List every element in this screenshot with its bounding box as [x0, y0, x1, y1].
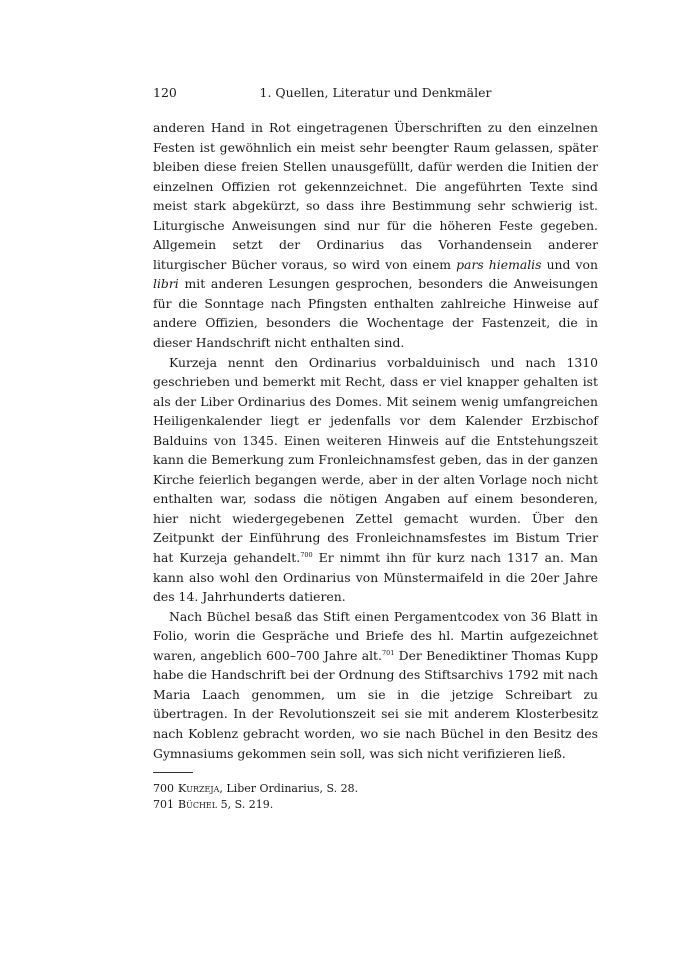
footnote-701 [153, 797, 598, 813]
paragraph-2-text-b: Er nimmt ihn für kurz nach 1317 an. Man kann also wohl den Ordinarius von Münstermaifeld in die 20er Jahre des 14. Jahrhunderts datieren. [153, 550, 598, 605]
footnote-text: 5, S. 219. [217, 798, 274, 811]
body-text [153, 118, 598, 763]
paragraph-2 [153, 353, 598, 607]
chapter-title: 1. Quellen, Literatur und Denkmäler [259, 85, 492, 100]
footnote-author: Büchel [178, 798, 218, 811]
footnote-number: 701 [153, 798, 174, 811]
footnote-text: , Liber Ordinarius, S. 28. [219, 782, 359, 795]
paragraph-1-text-b: und von [541, 256, 598, 272]
running-head [153, 84, 598, 102]
paragraph-3 [153, 607, 598, 763]
page-number: 120 [153, 85, 177, 100]
paragraph-1-text-c: mit anderen Lesungen gesprochen, besonders die Anweisungen für die Sonntage nach Pfingsten enthalten zahlreiche Hinweise auf andere Offizien, besonders die Wochentage der Fastenzeit, die in dieser Handschrift nicht enthalten sind. [153, 276, 598, 351]
paragraph-3-text-b: Der Benediktiner Thomas Kupp habe die Handschrift bei der Ordnung des Stiftsarchivs 1792 mit nach Maria Laach genommen, um sie in die jetzige Schreibart zu übertragen. In der Revolutionszeit sei sie mit anderem Klosterbesitz nach Koblenz gebracht worden, wo sie nach Büchel in den Besitz des Gymnasiums gekommen sein soll, was sich nicht verifizieren ließ. [153, 647, 598, 761]
footnote-ref-700[interactable]: 700 [300, 551, 313, 560]
footnote-ref-701[interactable]: 701 [381, 648, 395, 657]
page [153, 84, 598, 811]
paragraph-2-text-a: Kurzeja nennt den Ordinarius vorbalduinisch und nach 1310 geschrieben und bemerkt mit Recht, dass er viel knapper gehalten ist als der Liber Ordinarius des Domes. Mit seinem wenig umfangreichen Heiligenkalender liegt er jedenfalls vor dem Kalender Erzbischof Balduins von 1345. Einen weiteren Hinweis auf die Entstehungszeit kann die Bemerkung zum Fronleichnamsfest geben, das in der ganzen Kirche feierlich begangen werde, aber in der alten Vorlage noch nicht enthalten war, sodass die nötigen Angaben auf einem besonderen, hier nicht wiedergegebenen Zettel gemacht wurden. Über den Zeitpunkt der Einführung des Fronleichnamsfestes im Bistum Trier hat Kurzeja gehandelt. [153, 354, 598, 566]
paragraph-1 [153, 118, 598, 353]
footnote-number: 700 [153, 782, 174, 795]
italic-pars-hiemalis: pars hiemalis [456, 256, 542, 272]
footnote-rule [153, 772, 193, 773]
paragraph-3-text-a: Nach Büchel besaß das Stift einen Pergamentcodex von 36 Blatt in Folio, worin die Gespräche und Briefe des hl. Martin aufgezeichnet waren, angeblich 600–700 Jahre alt. [153, 608, 598, 663]
footnotes [153, 781, 598, 813]
footnote-author: Kurzeja [178, 782, 220, 795]
footnote-700 [153, 781, 598, 797]
italic-libri: libri [153, 276, 179, 292]
paragraph-1-text-a: anderen Hand in Rot eingetragenen Überschriften zu den einzelnen Festen ist gewöhnlich ein meist sehr beengter Raum gelassen, später bleiben diese freien Stellen unausgefüllt, dafür werden die Initien der einzelnen Offizien rot gekennzeichnet. Die angeführten Texte sind meist stark abgekürzt, so dass ihre Bestimmung sehr schwierig ist. Liturgische Anweisungen sind nur für die höheren Feste gegeben. Allgemein setzt der Ordinarius das Vorhandensein anderer liturgischer Bücher voraus, so wird von einem [153, 120, 598, 272]
